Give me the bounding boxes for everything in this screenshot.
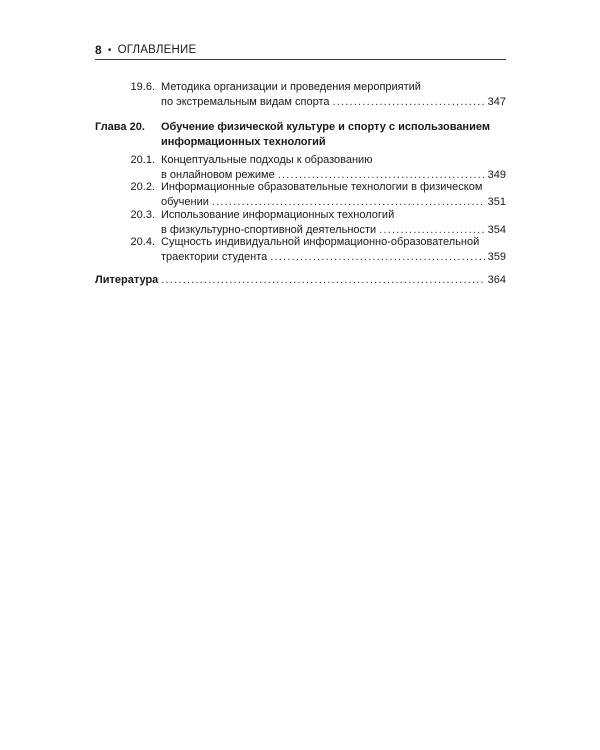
toc-entry-title-line1: Концептуальные подходы к образованию [161,154,373,166]
toc-entry-page: 349 [487,169,506,181]
dot-leader [333,95,485,110]
toc-entry-title-line2: по экстремальным видам спорта [161,96,330,108]
toc-entry-title-line1: Использование информационных технологий [161,209,395,221]
header-rule [95,59,506,60]
toc-entry-title-line1: Методика организации и проведения мероприятий [161,81,421,93]
toc-entry-page: 359 [487,251,506,263]
header-bullet: • [107,44,112,56]
chapter-title-line1: Обучение физической культуре и спорту с использованием [161,121,490,133]
toc-entry-page: 347 [487,96,506,108]
chapter-title-line2: информационных технологий [161,136,326,148]
toc-entry-title-line1: Сущность индивидуальной информационно-образовательной [161,236,480,248]
toc-entry-title-line2: траектории студента [161,251,268,263]
literature-title: Литература [95,274,159,286]
toc-entry-number: 20.4. [130,236,155,248]
toc-entry-number: 19.6. [130,81,155,93]
toc-entry-title-line2: в онлайновом режиме [161,169,275,181]
toc-entry-title-line1: Информационные образовательные технологии в физическом [161,181,483,193]
toc-entry-number: 20.2. [130,181,155,193]
toc-entry-number: 20.3. [130,209,155,221]
chapter-label: Глава 20. [95,121,145,133]
literature-page: 364 [487,274,506,286]
toc-entry-title-line2: в физкультурно-спортивной деятельности [161,224,377,236]
toc-entry-number: 20.1. [130,154,155,166]
toc-entry-page: 351 [487,196,506,208]
section-title: ОГЛАВЛЕНИЕ [117,44,197,56]
dot-leader [161,273,484,288]
toc-entry-page: 354 [487,224,506,236]
page-number: 8 [95,43,102,57]
running-header [95,42,506,58]
dot-leader [270,250,484,265]
toc-entry-title-line2: обучении [161,196,209,208]
toc-literature[interactable] [95,273,506,288]
